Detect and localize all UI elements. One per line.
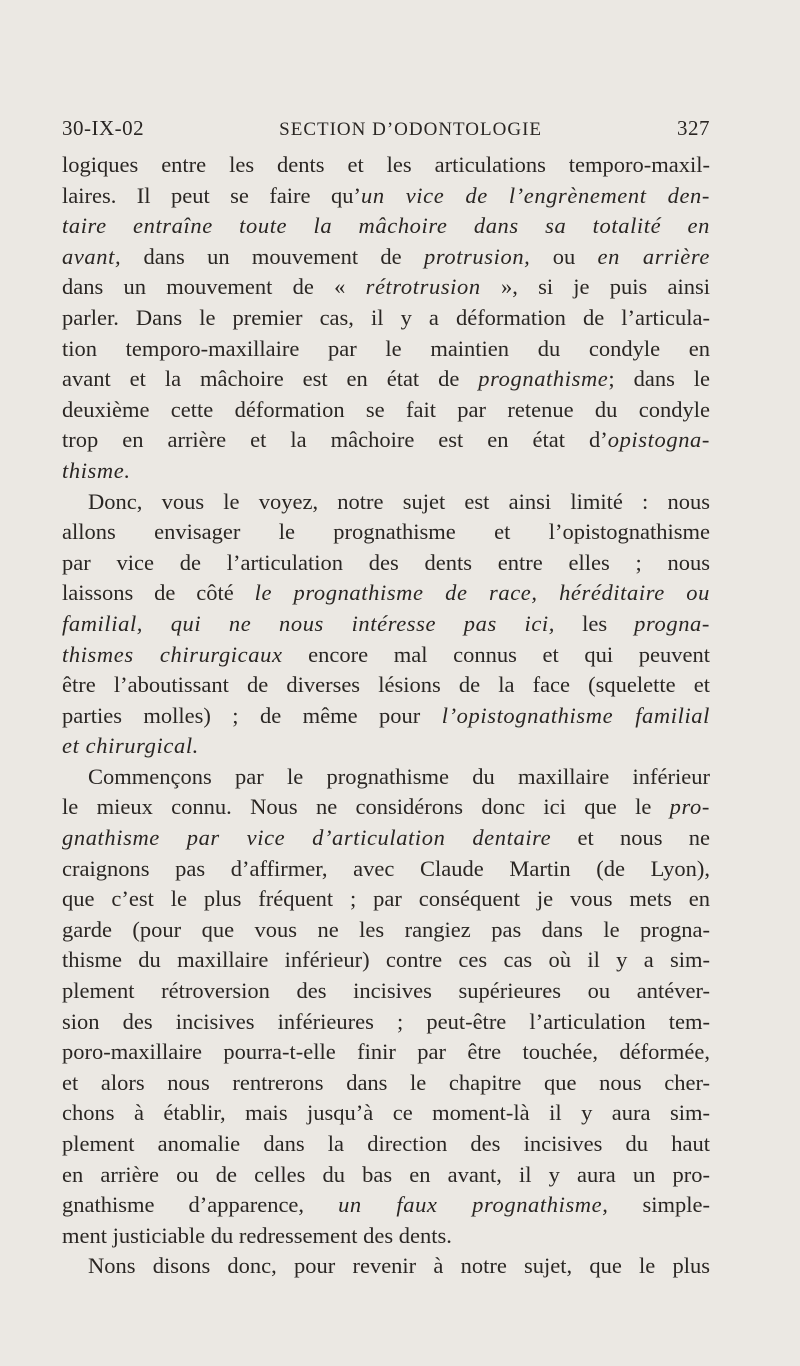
text-line <box>62 425 710 456</box>
text-line <box>62 548 710 579</box>
text-line <box>62 915 710 946</box>
text-segment: logiques entre les dents et les articulations temporo-maxil- <box>62 152 710 177</box>
text-segment: tion temporo-maxillaire par le maintien du condyle en <box>62 335 710 361</box>
italic-segment: prognathisme <box>478 366 609 392</box>
italic-segment: progna- <box>634 610 711 636</box>
italic-segment: protrusion, <box>423 243 531 269</box>
page-number: 327 <box>677 116 710 140</box>
italic-segment: et chirurgical. <box>62 733 199 759</box>
text-segment: parties molles) ; de même pour <box>62 702 442 728</box>
text-line <box>62 456 710 487</box>
italic-segment: rétrotrusion <box>365 274 481 300</box>
text-segment: dans un mouvement de <box>121 243 424 269</box>
text-line <box>62 242 710 273</box>
text-segment: thisme du maxillaire inférieur) contre ces cas où il y a sim- <box>62 947 710 973</box>
text-line <box>62 517 710 548</box>
text-line <box>62 731 710 762</box>
text-segment: ou <box>530 243 598 269</box>
text-segment: poro-maxillaire pourra-t-elle finir par être touchée, déformée, <box>62 1039 710 1065</box>
text-segment: laires. Il peut se faire qu’ <box>62 182 361 208</box>
text-segment: laissons de côté <box>62 580 255 606</box>
text-segment: Nons disons donc, pour revenir à notre sujet, que le plus <box>88 1253 710 1279</box>
text-segment: le mieux connu. Nous ne considérons donc ici que le <box>62 794 670 820</box>
text-segment: Donc, vous le voyez, notre sujet est ainsi limité : nous <box>88 488 710 514</box>
italic-segment: thismes chirurgicaux <box>62 641 283 667</box>
text-line <box>62 1221 710 1252</box>
text-segment: garde (pour que vous ne les rangiez pas dans le progna- <box>62 916 710 942</box>
text-line <box>62 670 710 701</box>
text-line <box>62 1160 710 1191</box>
italic-segment: avant, <box>62 243 122 269</box>
text-line <box>62 181 710 212</box>
text-line <box>62 1251 710 1282</box>
text-segment: en arrière ou de celles du bas en avant, il y aura un pro- <box>62 1161 710 1187</box>
text-line <box>62 303 710 334</box>
text-segment: plement anomalie dans la direction des incisives du haut <box>62 1131 710 1156</box>
running-header <box>62 116 710 144</box>
italic-segment: en arrière <box>597 243 710 269</box>
text-segment: par vice de l’articulation des dents entre elles ; nous <box>62 549 710 575</box>
text-segment: ; dans le <box>608 366 710 392</box>
text-segment: ment justiciable du redressement des dents. <box>62 1222 452 1248</box>
text-line <box>62 1098 710 1129</box>
text-line <box>62 272 710 303</box>
text-segment: et nous ne <box>551 825 710 851</box>
italic-segment: opistogna- <box>607 427 710 453</box>
text-line <box>62 884 710 915</box>
text-line <box>62 640 710 671</box>
text-line <box>62 364 710 395</box>
header-date: 30-IX-02 <box>62 116 145 140</box>
text-line <box>62 823 710 854</box>
text-segment: sion des incisives inférieures ; peut-être l’articulation tem- <box>62 1008 710 1034</box>
text-segment: chons à établir, mais jusqu’à ce moment-là il y aura sim- <box>62 1100 710 1126</box>
text-line <box>62 609 710 640</box>
italic-segment: le prognathisme de race, héréditaire ou <box>254 580 710 606</box>
text-segment: dans un mouvement de « <box>62 274 366 300</box>
text-segment: parler. Dans le premier cas, il y a déformation de l’articula- <box>62 304 710 330</box>
header-title: SECTION D’ODONTOLOGIE <box>279 119 543 140</box>
text-line <box>62 854 710 885</box>
text-line <box>62 701 710 732</box>
text-segment: trop en arrière et la mâchoire est en état d’ <box>62 427 608 453</box>
text-line <box>62 1007 710 1038</box>
text-segment: allons envisager le prognathisme et l’opistognathisme <box>62 519 710 545</box>
text-segment: plement rétroversion des incisives supérieures ou antéver- <box>62 978 710 1004</box>
text-line <box>62 1129 710 1160</box>
text-line <box>62 395 710 426</box>
text-segment: craignons pas d’affirmer, avec Claude Martin (de Lyon), <box>62 855 710 881</box>
body-text <box>62 150 710 1282</box>
text-line <box>62 150 710 181</box>
text-line <box>62 1068 710 1099</box>
text-segment: gnathisme d’apparence, <box>62 1192 339 1218</box>
text-line <box>62 976 710 1007</box>
italic-segment: familial, qui ne nous intéresse pas ici, <box>62 610 556 636</box>
text-segment: simple- <box>608 1192 710 1218</box>
text-segment: deuxième cette déformation se fait par retenue du condyle <box>62 396 710 422</box>
italic-segment: gnathisme par vice d’articulation dentaire <box>62 825 552 851</box>
italic-segment: un faux prognathisme, <box>338 1192 609 1218</box>
text-segment: », si je puis ainsi <box>480 274 710 300</box>
text-line <box>62 1190 710 1221</box>
italic-segment: thisme. <box>62 457 131 483</box>
text-line <box>62 334 710 365</box>
text-segment: Commençons par le prognathisme du maxillaire inférieur <box>88 763 710 789</box>
text-line <box>62 578 710 609</box>
text-line <box>62 487 710 518</box>
text-line <box>62 792 710 823</box>
text-line <box>62 762 710 793</box>
italic-segment: l’opistognathisme familial <box>441 702 710 728</box>
text-segment: avant et la mâchoire est en état de <box>62 366 479 392</box>
text-segment: encore mal connus et qui peuvent <box>282 641 710 667</box>
text-segment: être l’aboutissant de diverses lésions de la face (squelette et <box>62 672 710 698</box>
text-line <box>62 1037 710 1068</box>
text-segment: les <box>555 610 635 636</box>
text-line <box>62 211 710 242</box>
text-line <box>62 945 710 976</box>
italic-segment: taire entraîne toute la mâchoire dans sa totalité en <box>62 213 710 239</box>
text-segment: et alors nous rentrerons dans le chapitre que nous cher- <box>62 1069 710 1095</box>
italic-segment: pro- <box>669 794 710 820</box>
italic-segment: un vice de l’engrènement den- <box>360 182 710 208</box>
text-segment: que c’est le plus fréquent ; par conséquent je vous mets en <box>62 886 710 912</box>
